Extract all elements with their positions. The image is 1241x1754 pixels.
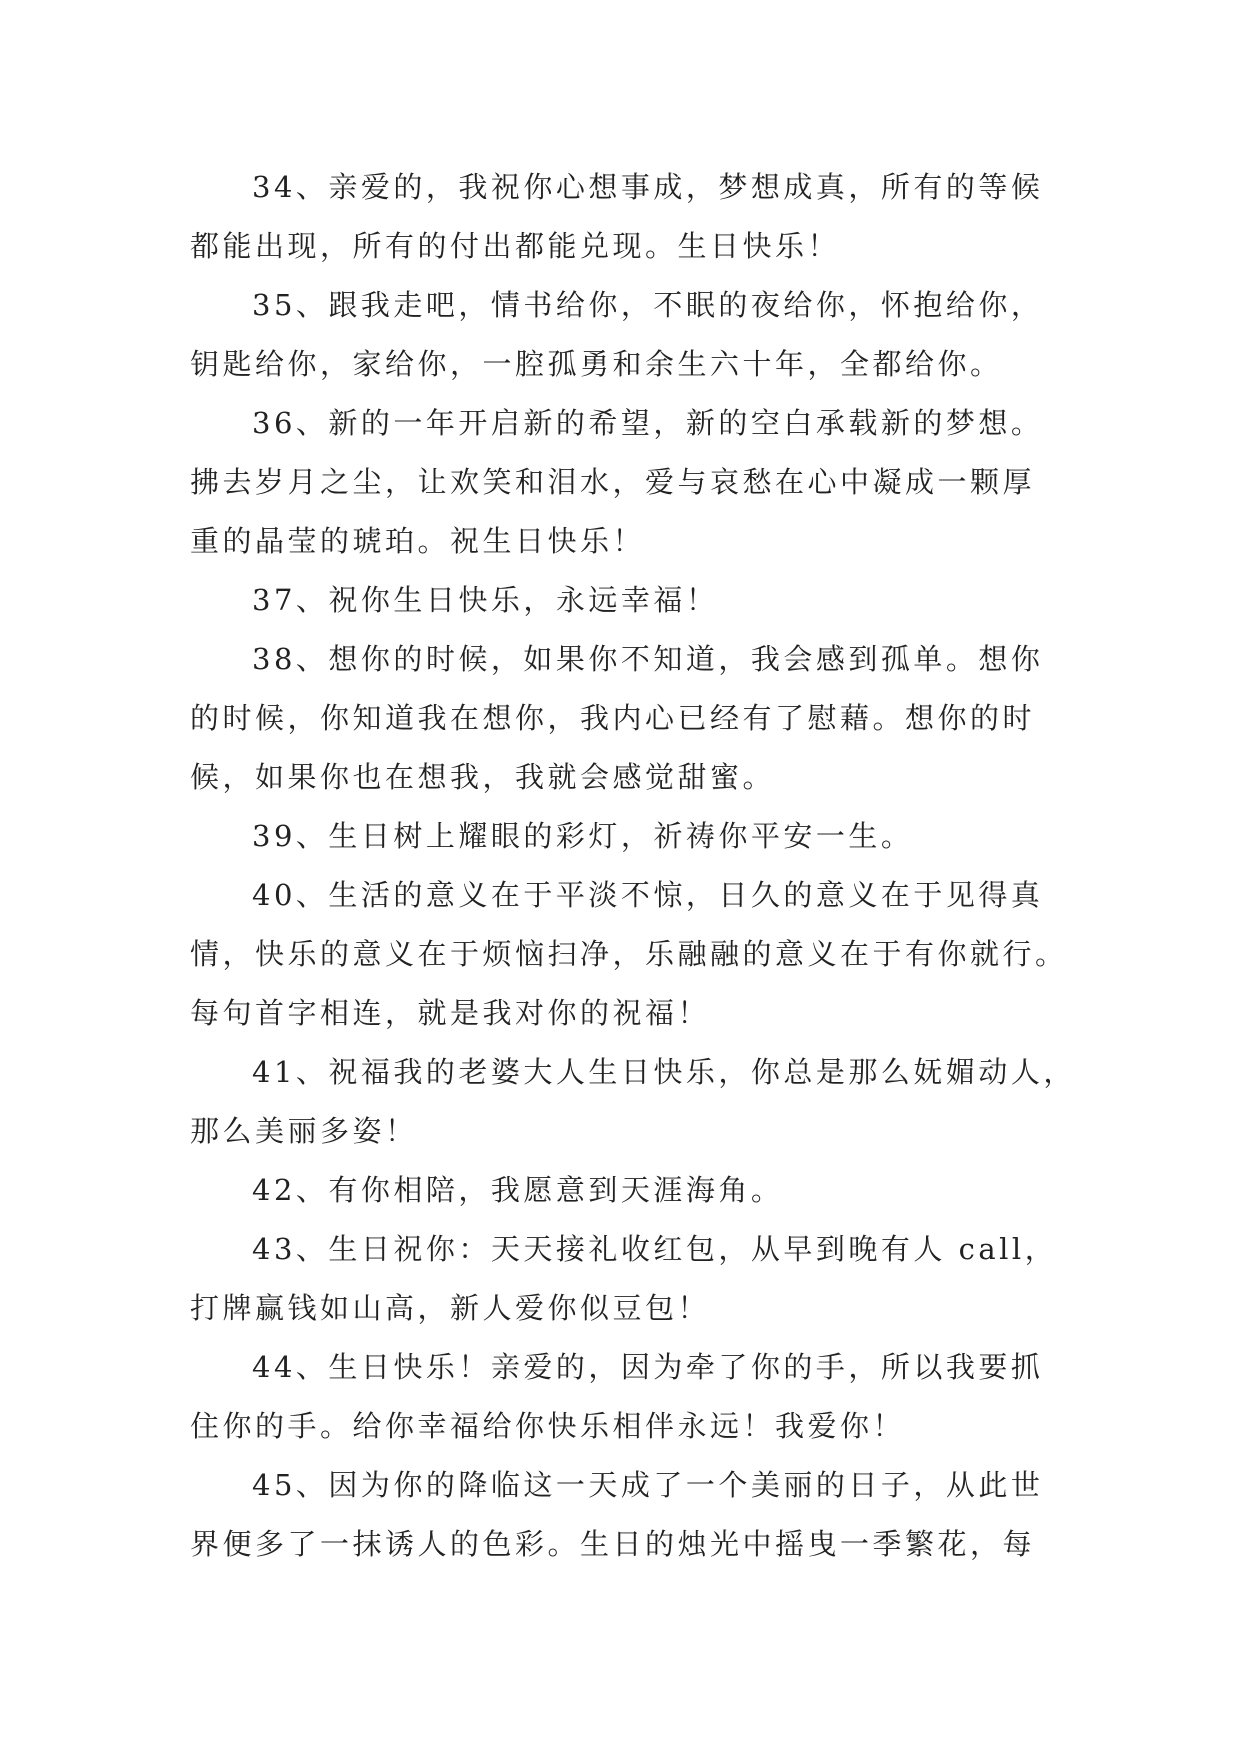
text-line: 42、有你相陪，我愿意到天涯海角。	[252, 1173, 784, 1207]
text-line: 界便多了一抹诱人的色彩。生日的烛光中摇曳一季繁花，每	[190, 1527, 1036, 1561]
text-line: 候，如果你也在想我，我就会感觉甜蜜。	[190, 760, 776, 794]
text-line: 41、祝福我的老婆大人生日快乐，你总是那么妩媚动人，	[252, 1055, 1076, 1089]
text-line: 34、亲爱的，我祝你心想事成，梦想成真，所有的等候	[252, 170, 1044, 204]
text-line: 钥匙给你，家给你，一腔孤勇和余生六十年，全都给你。	[190, 347, 1003, 381]
text-line: 37、祝你生日快乐，永远幸福！	[252, 583, 719, 617]
text-line: 打牌赢钱如山高，新人爱你似豆包！	[190, 1291, 711, 1325]
text-line: 住你的手。给你幸福给你快乐相伴永远！我爱你！	[190, 1409, 906, 1443]
text-line: 都能出现，所有的付出都能兑现。生日快乐！	[190, 229, 841, 263]
text-line: 拂去岁月之尘，让欢笑和泪水，爱与哀愁在心中凝成一颗厚	[190, 465, 1036, 499]
text-line: 每句首字相连，就是我对你的祝福！	[190, 996, 711, 1030]
text-line: 39、生日树上耀眼的彩灯，祈祷你平安一生。	[252, 819, 914, 853]
text-line: 38、想你的时候，如果你不知道，我会感到孤单。想你	[252, 642, 1044, 676]
text-line: 45、因为你的降临这一天成了一个美丽的日子，从此世	[252, 1468, 1044, 1502]
text-line: 43、生日祝你：天天接礼收红包，从早到晚有人 call，	[252, 1232, 1058, 1266]
text-line: 35、跟我走吧，情书给你，不眠的夜给你，怀抱给你，	[252, 288, 1044, 322]
document-body	[190, 158, 1076, 1574]
text-line: 36、新的一年开启新的希望，新的空白承载新的梦想。	[252, 406, 1044, 440]
text-line: 的时候，你知道我在想你，我内心已经有了慰藉。想你的时	[190, 701, 1036, 735]
text-line: 情，快乐的意义在于烦恼扫净，乐融融的意义在于有你就行。	[190, 937, 1068, 971]
text-line: 44、生日快乐！亲爱的，因为牵了你的手，所以我要抓	[252, 1350, 1044, 1384]
text-line: 那么美丽多姿！	[190, 1114, 418, 1148]
text-line: 40、生活的意义在于平淡不惊，日久的意义在于见得真	[252, 878, 1044, 912]
text-line: 重的晶莹的琥珀。祝生日快乐！	[190, 524, 646, 558]
